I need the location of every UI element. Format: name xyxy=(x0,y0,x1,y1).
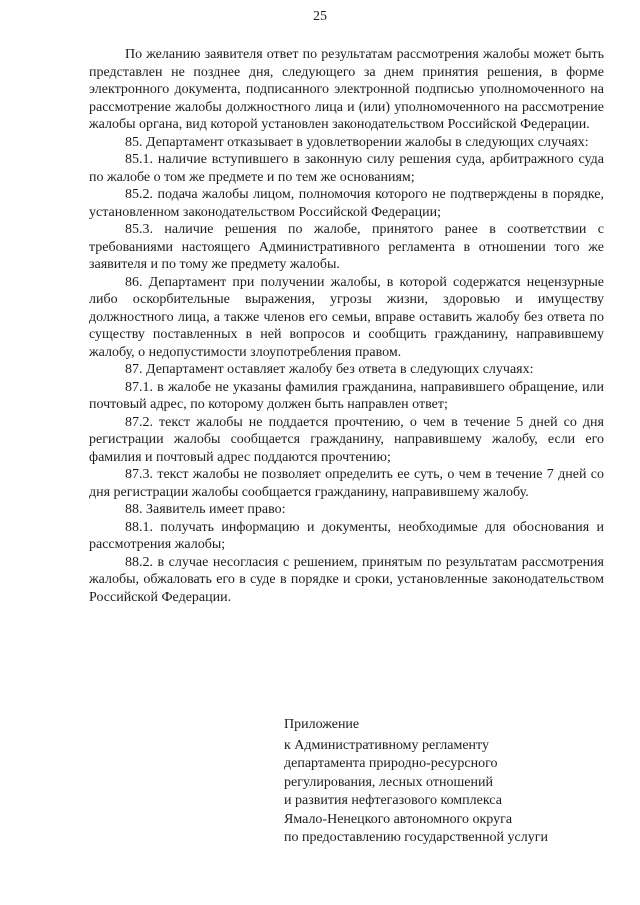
paragraph-85-1: 85.1. наличие вступившего в законную силу решения суда, арбитражного суда по жалобе о том же предмете и по тем же основаниям; xyxy=(89,152,604,185)
paragraph-87-1: 87.1. в жалобе не указаны фамилия гражданина, направившего обращение, или почтовый адрес, по которому должен быть направлен ответ; xyxy=(89,379,604,412)
paragraph-86: 86. Департамент при получении жалобы, в которой содержатся нецензурные либо оскорбительные выражения, угрозы жизни, здоровью и имуществу должностного лица, а также членов его семьи, вправе оставить жалобу без ответа по существу поставленных в ней вопросов и сообщить гражданину, направившему жалобу, о недопустимости злоупотребления правом. xyxy=(89,274,604,360)
body-text xyxy=(89,46,604,606)
page-number: 25 xyxy=(313,9,327,24)
paragraph-85: 85. Департамент отказывает в удовлетворении жалобы в следующих случаях: xyxy=(125,134,589,150)
appendix-block xyxy=(284,716,614,848)
paragraph-87: 87. Департамент оставляет жалобу без ответа в следующих случаях: xyxy=(125,362,534,377)
paragraph-85-2: 85.2. подача жалобы лицом, полномочия которого не подтверждены в порядке, установленном законодательством Российской Федерации; xyxy=(89,187,604,220)
paragraph-response-form: По желанию заявителя ответ по результатам рассмотрения жалобы может быть представлен не позднее дня, следующего за днем принятия решения, в форме электронного документа, подписанного электронной подписью уполномоченного на рассмотрение жалобы должностного лица и (или) уполномоченного на рассмотрение жалобы органа, вид которой установлен законодательством Российской Федерации. xyxy=(89,47,604,132)
appendix-line: и развития нефтегазового комплекса xyxy=(284,793,502,808)
appendix-line: департамента природно-ресурсного xyxy=(284,756,498,771)
appendix-line: регулирования, лесных отношений xyxy=(284,774,493,790)
paragraph-88-1: 88.1. получать информацию и документы, необходимые для обоснования и рассмотрения жалобы; xyxy=(89,519,604,552)
appendix-line: Ямало-Ненецкого автономного округа xyxy=(284,811,513,827)
paragraph-87-3: 87.3. текст жалобы не позволяет определить ее суть, о чем в течение 7 дней со дня регистрации жалобы сообщается гражданину, направившему жалобу. xyxy=(89,467,604,500)
appendix-title: Приложение xyxy=(284,717,360,732)
appendix-line: по предоставлению государственной услуги xyxy=(284,830,548,845)
paragraph-88-2: 88.2. в случае несогласия с решением, принятым по результатам рассмотрения жалобы, обжаловать его в суде в порядке и сроки, установленные законодательством Российской Федерации. xyxy=(89,554,604,605)
appendix-line: к Административному регламенту xyxy=(284,737,489,753)
paragraph-88: 88. Заявитель имеет право: xyxy=(125,502,286,517)
paragraph-87-2: 87.2. текст жалобы не поддается прочтению, о чем в течение 5 дней со дня регистрации жалобы сообщается гражданину, направившему жалобу, если его фамилия и почтовый адрес поддаются прочтению; xyxy=(89,414,604,465)
paragraph-85-3: 85.3. наличие решения по жалобе, принятого ранее в соответствии с требованиями настоящего Административного регламента в отношении того же заявителя и по тому же предмету жалобы. xyxy=(89,222,604,272)
